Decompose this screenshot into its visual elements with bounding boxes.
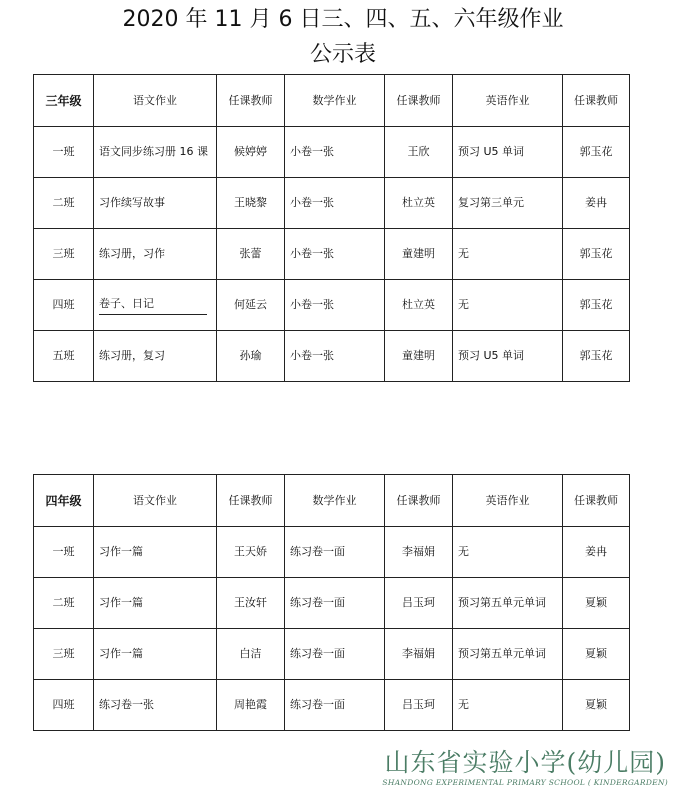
column-header: 任课教师 [563, 475, 630, 527]
teacher-cell: 张蕾 [217, 229, 285, 280]
column-header: 数学作业 [285, 475, 385, 527]
chinese-homework-cell: 练习册，复习 [94, 331, 217, 382]
table-row [34, 629, 630, 680]
column-header: 英语作业 [453, 75, 563, 127]
school-name-chinese: 山东省实验小学(幼儿园) [384, 748, 666, 777]
teacher-cell: 姜冉 [563, 527, 630, 578]
teacher-cell: 夏颖 [563, 578, 630, 629]
teacher-cell: 夏颖 [563, 629, 630, 680]
table-row [34, 527, 630, 578]
table-header-row [34, 475, 630, 527]
chinese-homework-cell: 练习卷一张 [94, 680, 217, 731]
class-cell: 三班 [34, 629, 94, 680]
underlined-text: 卷子、日记 [99, 296, 207, 315]
math-homework-cell: 练习卷一面 [285, 629, 385, 680]
teacher-cell: 候婷婷 [217, 127, 285, 178]
column-header: 任课教师 [385, 75, 453, 127]
class-cell: 四班 [34, 680, 94, 731]
chinese-homework-cell [94, 280, 217, 331]
teacher-cell: 李福娟 [385, 527, 453, 578]
column-header: 任课教师 [385, 475, 453, 527]
teacher-cell: 李福娟 [385, 629, 453, 680]
column-header: 任课教师 [217, 75, 285, 127]
teacher-cell: 王晓黎 [217, 178, 285, 229]
chinese-homework-cell: 语文同步练习册 16 课 [94, 127, 217, 178]
table-row [34, 578, 630, 629]
chinese-homework-cell: 习作一篇 [94, 629, 217, 680]
class-cell: 一班 [34, 527, 94, 578]
english-homework-cell: 无 [453, 680, 563, 731]
teacher-cell: 王欣 [385, 127, 453, 178]
column-header: 语文作业 [94, 475, 217, 527]
teacher-cell: 童建明 [385, 331, 453, 382]
column-header: 任课教师 [217, 475, 285, 527]
page-subtitle: 公示表 [309, 42, 376, 67]
teacher-cell: 吕玉珂 [385, 680, 453, 731]
teacher-cell: 童建明 [385, 229, 453, 280]
column-header: 英语作业 [453, 475, 563, 527]
teacher-cell: 郭玉花 [563, 127, 630, 178]
chinese-homework-cell: 练习册，习作 [94, 229, 217, 280]
teacher-cell: 何延云 [217, 280, 285, 331]
teacher-cell: 郭玉花 [563, 229, 630, 280]
table-row [34, 127, 630, 178]
teacher-cell: 白洁 [217, 629, 285, 680]
class-cell: 二班 [34, 178, 94, 229]
chinese-homework-cell: 习作一篇 [94, 578, 217, 629]
english-homework-cell: 预习第五单元单词 [453, 578, 563, 629]
table-row [34, 680, 630, 731]
chinese-homework-cell: 习作续写故事 [94, 178, 217, 229]
math-homework-cell: 小卷一张 [285, 127, 385, 178]
grade4-table [33, 474, 630, 731]
class-cell: 一班 [34, 127, 94, 178]
english-homework-cell: 无 [453, 280, 563, 331]
teacher-cell: 周艳霞 [217, 680, 285, 731]
teacher-cell: 夏颖 [563, 680, 630, 731]
table-row [34, 178, 630, 229]
math-homework-cell: 小卷一张 [285, 331, 385, 382]
teacher-cell: 郭玉花 [563, 280, 630, 331]
class-cell: 四班 [34, 280, 94, 331]
english-homework-cell: 复习第三单元 [453, 178, 563, 229]
english-homework-cell: 预习 U5 单词 [453, 127, 563, 178]
table-row [34, 229, 630, 280]
grade-header: 三年级 [34, 75, 94, 127]
math-homework-cell: 小卷一张 [285, 229, 385, 280]
math-homework-cell: 小卷一张 [285, 280, 385, 331]
teacher-cell: 王汝轩 [217, 578, 285, 629]
math-homework-cell: 练习卷一面 [285, 680, 385, 731]
column-header: 语文作业 [94, 75, 217, 127]
english-homework-cell: 预习 U5 单词 [453, 331, 563, 382]
school-name-english: SHANDONG EXPERIMENTAL PRIMARY SCHOOL ( KINDERGARDEN) [382, 778, 668, 787]
teacher-cell: 王天娇 [217, 527, 285, 578]
table-header-row [34, 75, 630, 127]
math-homework-cell: 小卷一张 [285, 178, 385, 229]
column-header: 数学作业 [285, 75, 385, 127]
school-watermark [382, 748, 668, 788]
teacher-cell: 孙瑜 [217, 331, 285, 382]
table-row [34, 331, 630, 382]
column-header: 任课教师 [563, 75, 630, 127]
chinese-homework-cell: 习作一篇 [94, 527, 217, 578]
teacher-cell: 姜冉 [563, 178, 630, 229]
class-cell: 三班 [34, 229, 94, 280]
english-homework-cell: 预习第五单元单词 [453, 629, 563, 680]
table-row [34, 280, 630, 331]
teacher-cell: 杜立英 [385, 280, 453, 331]
grade3-table [33, 74, 630, 382]
class-cell: 五班 [34, 331, 94, 382]
grade-header: 四年级 [34, 475, 94, 527]
teacher-cell: 吕玉珂 [385, 578, 453, 629]
math-homework-cell: 练习卷一面 [285, 578, 385, 629]
english-homework-cell: 无 [453, 527, 563, 578]
page-title: 2020 年 11 月 6 日三、四、五、六年级作业 [122, 7, 564, 32]
english-homework-cell: 无 [453, 229, 563, 280]
teacher-cell: 杜立英 [385, 178, 453, 229]
math-homework-cell: 练习卷一面 [285, 527, 385, 578]
class-cell: 二班 [34, 578, 94, 629]
teacher-cell: 郭玉花 [563, 331, 630, 382]
